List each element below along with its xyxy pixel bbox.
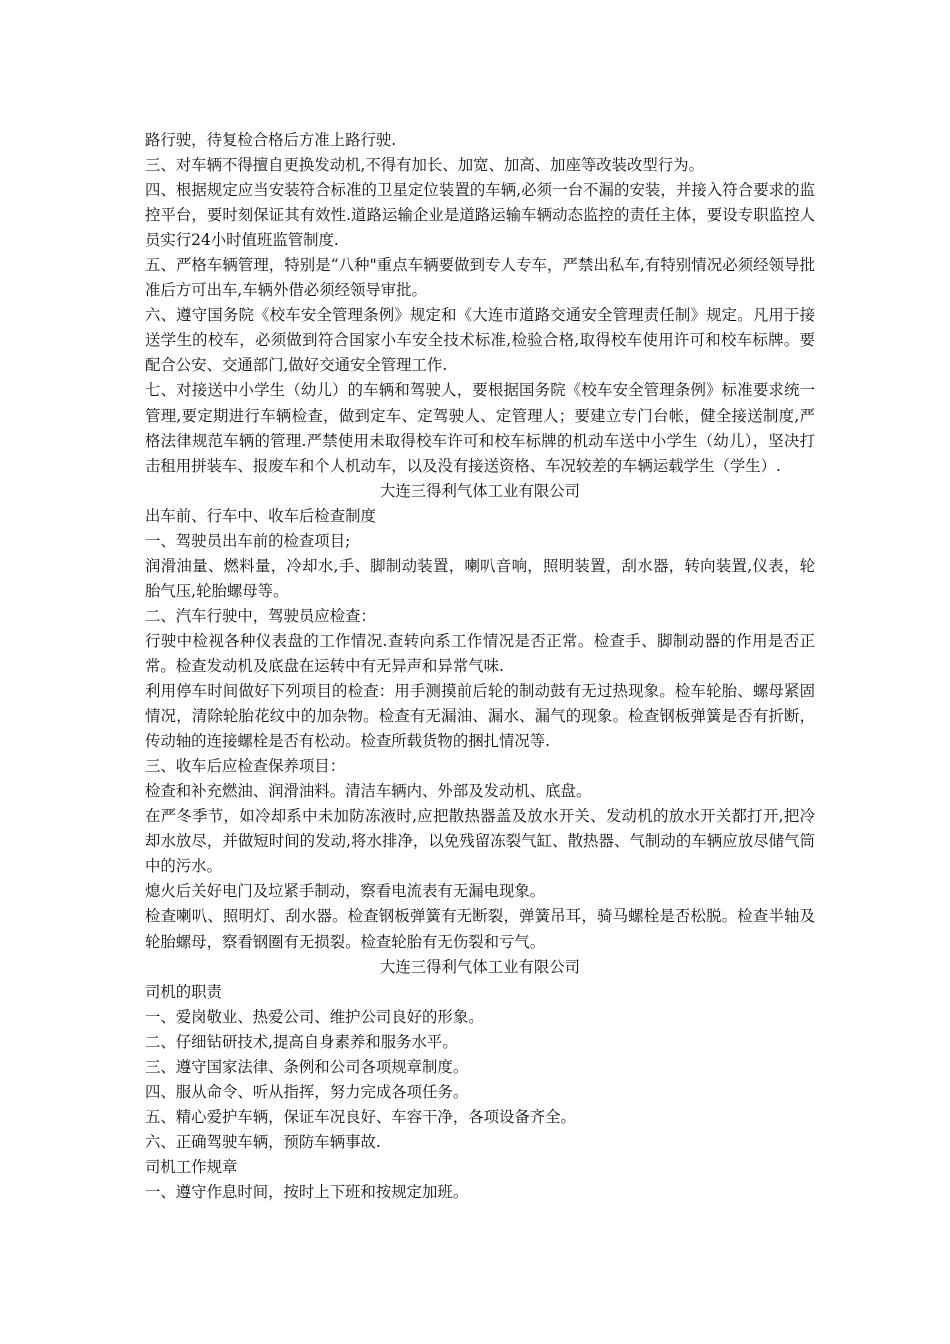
document-body	[145, 128, 815, 1205]
paragraph: 路行驶，待复检合格后方准上路行驶.	[145, 131, 397, 149]
paragraph: 检查喇叭、照明灯、刮水器。检查钢板弹簧有无断裂，弹簧吊耳，骑马螺栓是否松脱。检查半轴及轮胎螺母，察看钢圈有无损裂。检查轮胎有无伤裂和亏气。	[145, 907, 815, 951]
paragraph: 一、驾驶员出车前的检查项目;	[145, 531, 351, 550]
paragraph: 润滑油量、燃料量，冷却水,手、脚制动装置，喇叭音响，照明装置，刮水器，转向装置,仪表，轮胎气压,轮胎螺母等。	[145, 556, 815, 600]
paragraph: 四、服从命令、听从指挥，努力完成各项任务。	[145, 1082, 469, 1101]
paragraph: 七、对接送中小学生（幼儿）的车辆和驾驶人，要根据国务院《校车安全管理条例》标准要求统一管理,要定期进行车辆检查，做到定车、定驾驶人、定管理人；要建立专门台帐，健全接送制度,严格法律规范车辆的管理.严禁使用未取得校车许可和校车标牌的机动车送中小学生（幼儿），坚决打击租用拼装车、报废车和个人机动车，以及没有接送资格、车况较差的车辆运载学生（学生）.	[145, 381, 815, 475]
paragraph: 二、仔细钻研技术,提高自身素养和服务水平。	[145, 1032, 458, 1051]
paragraph: 五、严格车辆管理，特别是“八种"重点车辆要做到专人专车，严禁出私车,有特别情况必须经领导批准后方可出车,车辆外借必须经领导审批。	[145, 256, 815, 300]
paragraph: 三、对车辆不得擅自更换发动机,不得有加长、加宽、加高、加座等改装改型行为。	[145, 156, 704, 175]
paragraph: 利用停车时间做好下列项目的检查：用手测摸前后轮的制动鼓有无过热现象。检车轮胎、螺母紧固情况，清除轮胎花纹中的加杂物。检查有无漏油、漏水、漏气的现象。检查钢板弹簧是否有折断，传动轴的连接螺栓是否有松动。检查所载货物的捆扎情况等.	[145, 682, 815, 751]
paragraph: 三、遵守国家法律、条例和公司各项规章制度。	[145, 1057, 469, 1076]
paragraph: 六、正确驾驶车辆，预防车辆事故.	[145, 1132, 381, 1151]
company-heading: 大连三得利气体工业有限公司	[379, 481, 581, 500]
company-heading: 大连三得利气体工业有限公司	[379, 957, 581, 976]
section-title: 司机工作规章	[145, 1157, 238, 1176]
paragraph: 熄火后关好电门及垃紧手制动，察看电流表有无漏电现象。	[145, 882, 546, 901]
paragraph: 一、遵守作息时间，按时上下班和按规定加班。	[145, 1182, 469, 1201]
paragraph: 行驶中检视各种仪表盘的工作情况.查转向系工作情况是否正常。检查手、脚制动器的作用是否正常。检查发动机及底盘在运转中有无异声和异常气味.	[145, 631, 815, 675]
paragraph: 在严冬季节，如冷却系中未加防冻液时,应把散热器盖及放水开关、发动机的放水开关都打开,把冷却水放尽，并做短时间的发动,将水排净，以免残留冻裂气缸、散热器、气制动的车辆应放尽储气筒中的污水。	[145, 807, 815, 876]
paragraph: 四、根据规定应当安装符合标准的卫星定位装置的车辆,必须一台不漏的安装，并接入符合要求的监控平台，要时刻保证其有效性.道路运输企业是道路运输车辆动态监控的责任主体，要设专职监控人员实行24小时值班监管制度.	[145, 181, 815, 250]
paragraph: 检查和补充燃油、润滑油料。清洁车辆内、外部及发动机、底盘。	[145, 782, 592, 801]
paragraph: 六、遵守国务院《校车安全管理条例》规定和《大连市道路交通安全管理责任制》规定。凡用于接送学生的校车，必须做到符合国家小车安全技术标准,检验合格,取得校车使用许可和校车标牌。要配合公安、交通部门,做好交通安全管理工作.	[145, 306, 815, 375]
paragraph: 一、爱岗敬业、热爱公司、维护公司良好的形象。	[145, 1007, 484, 1026]
paragraph: 五、精心爱护车辆，保证车况良好、车容干净，各项设备齐全。	[145, 1107, 576, 1126]
paragraph: 三、收车后应检查保养项目：	[145, 757, 346, 776]
paragraph: 二、汽车行驶中，驾驶员应检查：	[145, 606, 376, 625]
section-title: 司机的职责	[145, 982, 222, 1001]
section-title: 出车前、行车中、收车后检查制度	[145, 506, 376, 525]
